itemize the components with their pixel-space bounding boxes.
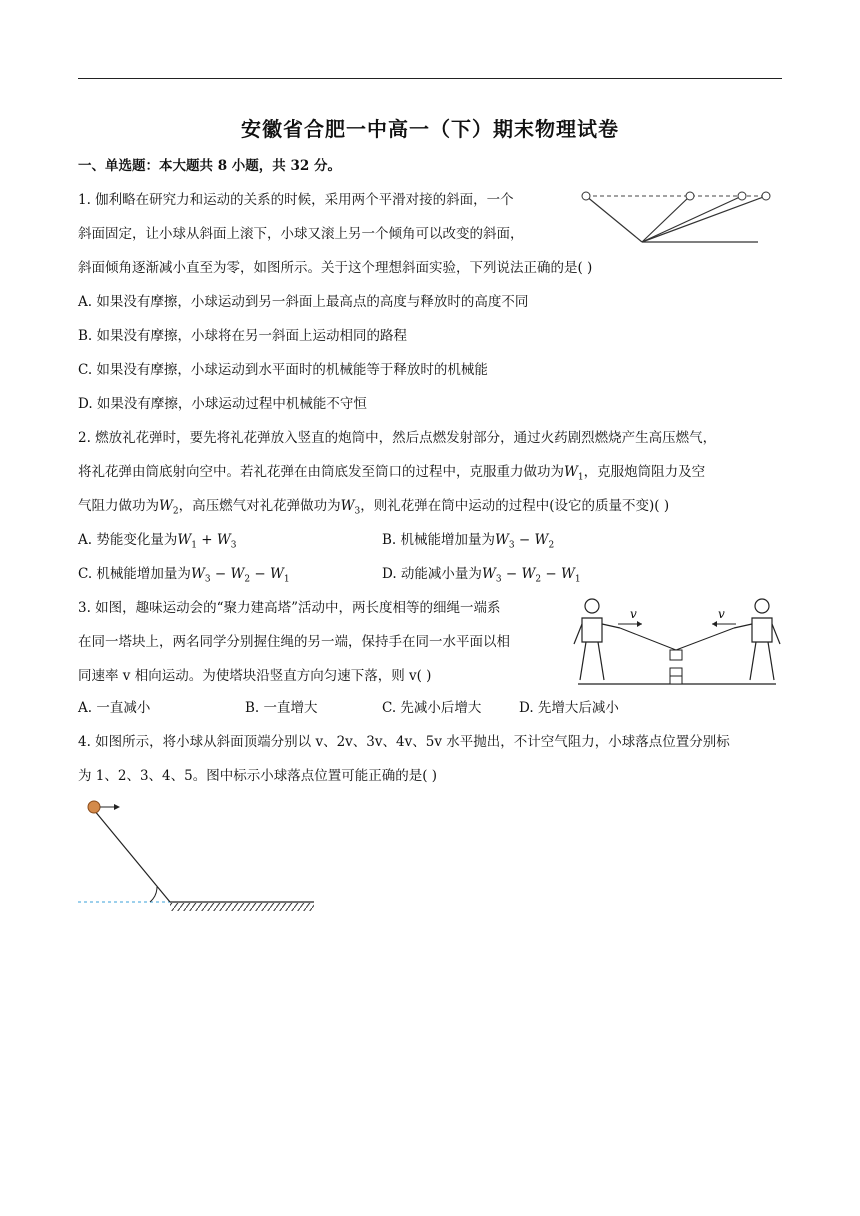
q3-stem-line2: 在同一塔块上，两名同学分别握住绳的另一端，保持手在同一水平面以相: [78, 634, 510, 650]
q2-option-c: C. 机械能增加量为$W_3 - W_2 - W_1$: [78, 566, 290, 585]
q2-option-a: A. 势能变化量为$W_1 + W_3$: [78, 532, 237, 551]
q4-slope-figure: [78, 796, 318, 916]
page-title: 安徽省合肥一中高一（下）期末物理试卷: [241, 117, 619, 141]
right-student-figure: [734, 599, 780, 680]
q3-tower-figure: [566, 594, 786, 690]
left-student-figure: [574, 599, 620, 680]
q3-stem-line3: 同速率 v 相向运动。为使塔块沿竖直方向匀速下落，则 v( ): [78, 668, 432, 684]
q3-stem-line1: 3. 如图，趣味运动会的“聚力建高塔”活动中，两长度相等的细绳一端系: [78, 600, 501, 616]
q2-option-b: B. 机械能增加量为$W_3 - W_2$: [382, 532, 555, 551]
q1-option-c: C. 如果没有摩擦，小球运动到水平面时的机械能等于释放时的机械能: [78, 362, 488, 378]
q2-w2: $W_2$: [159, 498, 179, 517]
q1-incline-figure: [566, 186, 786, 248]
q2-text: 将礼花弹由筒底射向空中。若礼花弹在由筒底发至筒口的过程中，克服重力做功为: [78, 464, 564, 480]
q1-option-b: B. 如果没有摩擦，小球将在另一斜面上运动相同的路程: [78, 328, 408, 344]
q2-text: ，高压燃气对礼花弹做功为: [178, 498, 341, 514]
section-heading: 一、单选题：本大题共 8 小题，共 32 分。: [78, 158, 341, 174]
q2-option-d: D. 动能减小量为$W_3 - W_2 - W_1$: [382, 566, 581, 585]
q3-option-a: A. 一直减小: [78, 700, 151, 716]
q2-stem-line1: 2. 燃放礼花弹时，要先将礼花弹放入竖直的炮筒中，然后点燃发射部分，通过火药剧烈燃烧产生高压燃气，: [78, 430, 717, 446]
q3-option-d: D. 先增大后减小: [519, 700, 619, 716]
q1-stem-line2: 斜面固定，让小球从斜面上滚下，小球又滚上另一个倾角可以改变的斜面，: [78, 226, 524, 242]
q4-stem-line1: 4. 如图所示，将小球从斜面顶端分别以 v、2v、3v、4v、5v 水平抛出，不计空气阻力，小球落点位置分别标: [78, 734, 730, 750]
q1-option-d: D. 如果没有摩擦，小球运动过程中机械能不守恒: [78, 396, 367, 412]
q3-option-b: B. 一直增大: [245, 700, 318, 716]
q2-text: ，克服炮筒阻力及空: [583, 464, 706, 480]
q2-stem-line2: [78, 462, 705, 488]
q2-text: 气阻力做功为: [78, 498, 159, 514]
q1-stem-line3: 斜面倾角逐渐减小直至为零，如图所示。关于这个理想斜面实验，下列说法正确的是( ): [78, 260, 593, 276]
q3-option-c: C. 先减小后增大: [382, 700, 482, 716]
q2-text: ，则礼花弹在筒中运动的过程中(设它的质量不变)( ): [360, 498, 670, 514]
right-velocity-label: v: [718, 607, 725, 621]
q4-stem-line2: 为 1、2、3、4、5。图中标示小球落点位置可能正确的是( ): [78, 768, 438, 784]
q1-option-a: A. 如果没有摩擦，小球运动到另一斜面上最高点的高度与释放时的高度不同: [78, 294, 529, 310]
left-velocity-label: v: [630, 607, 637, 621]
q2-w3: $W_3$: [340, 498, 361, 517]
q2-w1: $W_1$: [564, 464, 584, 483]
header-rule: [78, 78, 782, 79]
q1-stem-line1: 1. 伽利略在研究力和运动的关系的时候，采用两个平滑对接的斜面，一个: [78, 192, 514, 208]
q2-stem-line3: [78, 496, 669, 522]
